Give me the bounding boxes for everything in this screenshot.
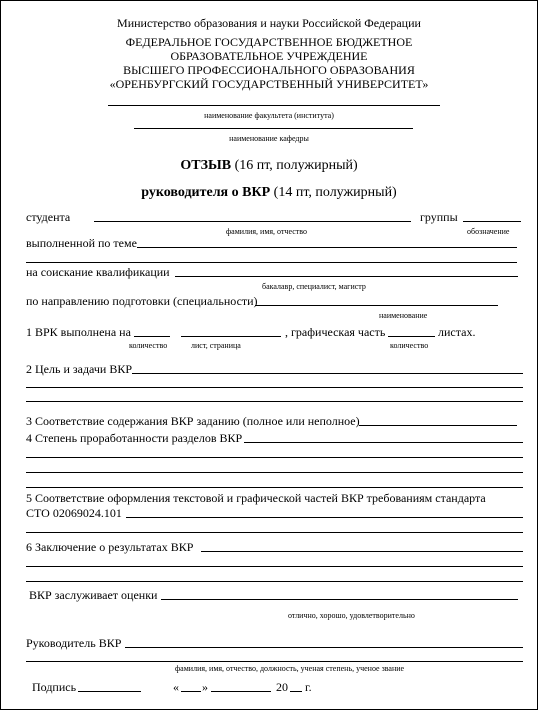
item4-label: 4 Степень проработанности разделов ВКР bbox=[26, 431, 243, 445]
header-line-2: ОБРАЗОВАТЕЛЬНОЕ УЧРЕЖДЕНИЕ bbox=[170, 49, 368, 63]
student-label: студента bbox=[26, 210, 71, 224]
item1-quantity-line[interactable] bbox=[134, 336, 170, 337]
sheet-caption: лист, страница bbox=[191, 341, 241, 350]
date-open-quote: « bbox=[173, 680, 179, 694]
item6-line-3[interactable] bbox=[26, 581, 523, 582]
header-line-1: ФЕДЕРАЛЬНОЕ ГОСУДАРСТВЕННОЕ БЮДЖЕТНОЕ bbox=[125, 35, 413, 49]
item2-line-1[interactable] bbox=[132, 373, 523, 374]
item5-line-1[interactable] bbox=[126, 517, 523, 518]
qualification-label: на соискание квалификации bbox=[26, 265, 170, 279]
quantity-caption-2: количество bbox=[390, 341, 429, 350]
document-subtitle bbox=[1, 185, 537, 201]
grade-label: ВКР заслуживает оценки bbox=[29, 588, 158, 602]
ministry-line: Министерство образования и науки Российской Федерации bbox=[117, 16, 421, 30]
item5-label: 5 Соответствие оформления текстовой и графической частей ВКР требованиям стандарта bbox=[26, 491, 486, 505]
topic-label: выполненной по теме bbox=[26, 236, 137, 250]
item4-line-2[interactable] bbox=[26, 457, 523, 458]
date-close-quote: » bbox=[202, 680, 208, 694]
item6-line-1[interactable] bbox=[201, 551, 523, 552]
topic-line-1[interactable] bbox=[137, 247, 517, 248]
title-bold: ОТЗЫВ bbox=[180, 158, 232, 173]
faculty-caption: наименование факультета (института) bbox=[204, 111, 334, 120]
item5-line-2[interactable] bbox=[26, 532, 523, 533]
date-day-line[interactable] bbox=[181, 691, 201, 692]
department-caption: наименование кафедры bbox=[229, 134, 309, 143]
group-caption: обозначение bbox=[467, 227, 510, 236]
signature-line[interactable] bbox=[78, 691, 141, 692]
quantity-caption-1: количество bbox=[129, 341, 168, 350]
item2-line-3[interactable] bbox=[26, 401, 523, 402]
supervisor-caption: фамилия, имя, отчество, должность, ученая степень, ученое звание bbox=[175, 664, 405, 673]
supervisor-line-2[interactable] bbox=[26, 661, 523, 662]
supervisor-line-1[interactable] bbox=[125, 647, 523, 648]
date-year-suffix: г. bbox=[305, 680, 312, 694]
direction-label: по направлению подготовки (специальности) bbox=[26, 294, 258, 308]
subtitle-bold: руководителя о ВКР bbox=[141, 185, 271, 200]
item4-line-4[interactable] bbox=[26, 487, 523, 488]
document-title bbox=[1, 158, 537, 174]
qualification-caption: бакалавр, специалист, магистр bbox=[262, 282, 366, 291]
supervisor-label: Руководитель ВКР bbox=[26, 636, 122, 650]
header-line-3: ВЫСШЕГО ПРОФЕССИОНАЛЬНОГО ОБРАЗОВАНИЯ bbox=[123, 63, 415, 77]
grade-line[interactable] bbox=[161, 599, 518, 600]
group-line[interactable] bbox=[463, 221, 521, 222]
signature-label: Подпись bbox=[32, 680, 77, 694]
qualification-line[interactable] bbox=[175, 276, 518, 277]
item5-standard: СТО 02069024.101 bbox=[26, 506, 122, 520]
item6-label: 6 Заключение о результатах ВКР bbox=[26, 540, 194, 554]
student-caption: фамилия, имя, отчество bbox=[226, 227, 307, 236]
item1-label: 1 ВРК выполнена на bbox=[26, 325, 131, 339]
group-label: группы bbox=[420, 210, 458, 224]
direction-line[interactable] bbox=[255, 305, 498, 306]
date-month-line[interactable] bbox=[211, 691, 271, 692]
item1-sheets-label: листах. bbox=[438, 325, 476, 339]
faculty-line[interactable] bbox=[108, 105, 440, 106]
item6-line-2[interactable] bbox=[26, 566, 523, 567]
department-line[interactable] bbox=[134, 128, 413, 129]
item4-line-3[interactable] bbox=[26, 472, 523, 473]
grade-caption: отлично, хорошо, удовлетворительно bbox=[288, 611, 415, 620]
item1-graphic-label: , графическая часть bbox=[285, 325, 386, 339]
subtitle-note: (14 пт, полужирный) bbox=[270, 185, 397, 200]
header-line-4: «ОРЕНБУРГСКИЙ ГОСУДАРСТВЕННЫЙ УНИВЕРСИТЕТ» bbox=[109, 77, 429, 91]
item1-graphic-line[interactable] bbox=[388, 336, 435, 337]
item2-line-2[interactable] bbox=[26, 387, 523, 388]
date-year-prefix: 20 bbox=[276, 680, 288, 694]
student-name-line[interactable] bbox=[94, 221, 411, 222]
date-year-line[interactable] bbox=[290, 691, 302, 692]
item3-line[interactable] bbox=[359, 425, 517, 426]
item2-label: 2 Цель и задачи ВКР bbox=[26, 362, 133, 376]
item3-label: 3 Соответствие содержания ВКР заданию (полное или неполное) bbox=[26, 414, 360, 428]
item1-sheet-line[interactable] bbox=[181, 336, 281, 337]
topic-line-2[interactable] bbox=[26, 262, 517, 263]
direction-caption: наименование bbox=[379, 311, 428, 320]
title-note: (16 пт, полужирный) bbox=[231, 158, 358, 173]
item4-line-1[interactable] bbox=[244, 442, 523, 443]
